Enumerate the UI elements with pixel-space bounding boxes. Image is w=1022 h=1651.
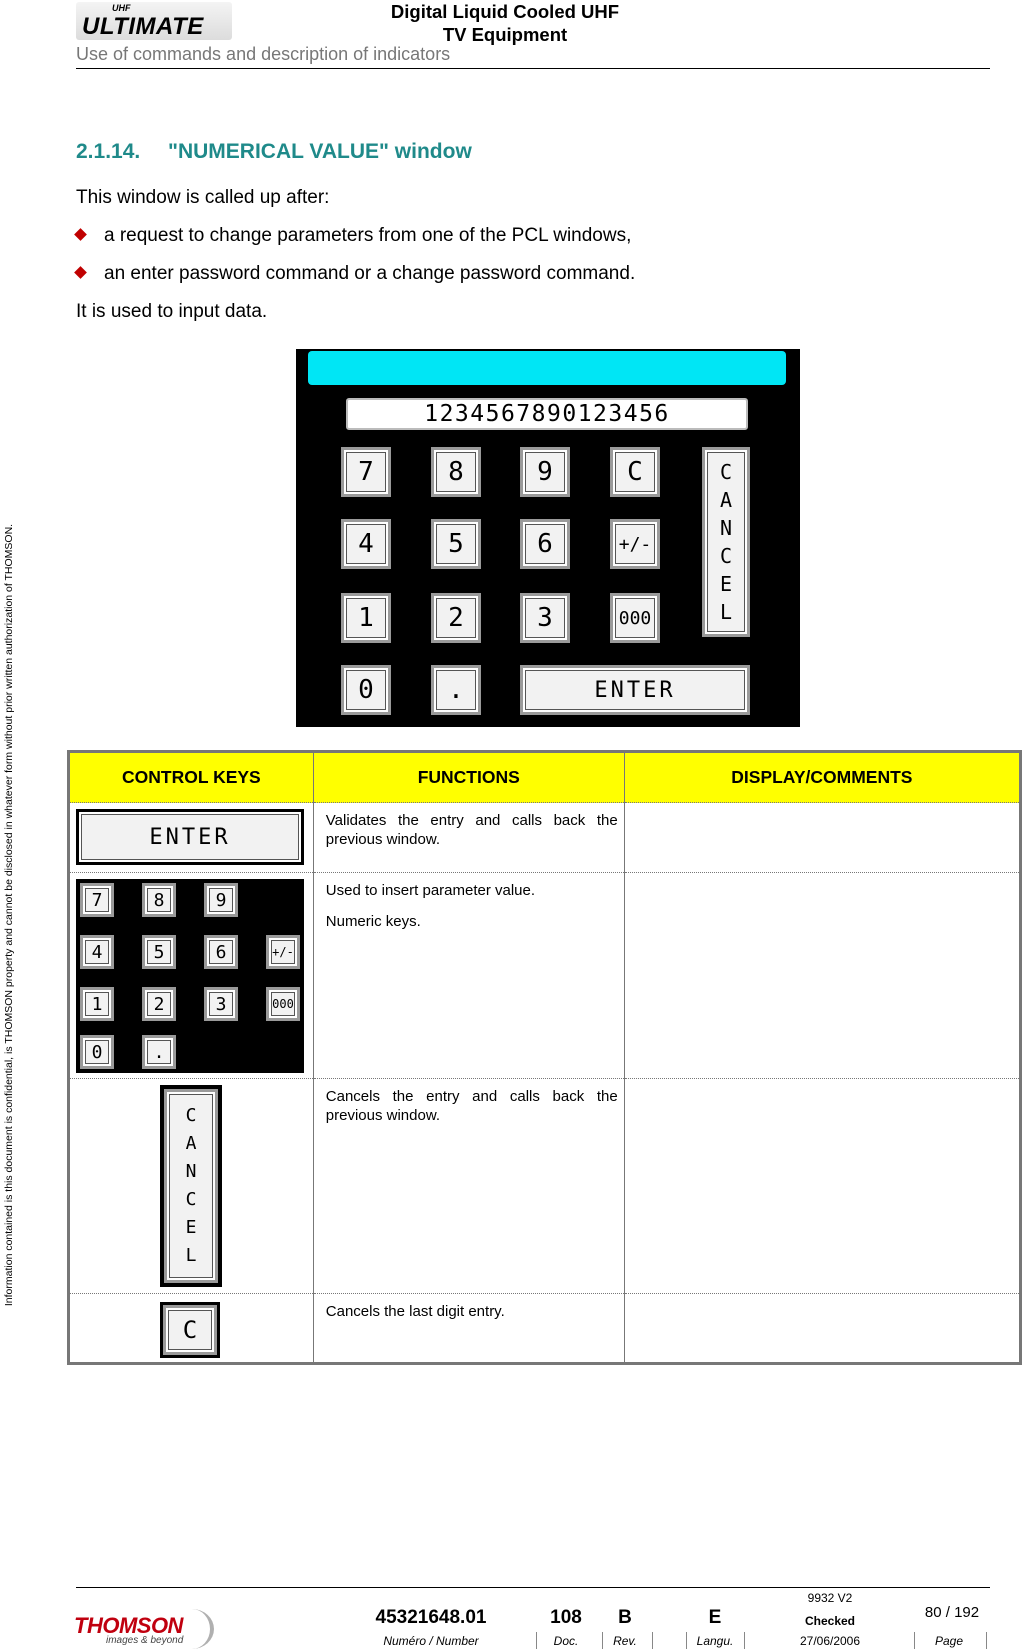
key-4[interactable]: 4 [341, 519, 391, 569]
header-control-keys: CONTROL KEYS [69, 752, 314, 803]
numeric-keys-cell [69, 873, 314, 1079]
footer-separator [652, 1632, 653, 1649]
mini-key-sign: +/- [266, 935, 300, 969]
key-8[interactable]: 8 [431, 447, 481, 497]
checked-label: Checked [804, 1614, 856, 1628]
confidentiality-note: Information contained is this document is confidential, is THOMSON property and cannot be disclosed in whatever form without prior written authorization of THOMSON. [3, 523, 15, 1307]
comment-cell [624, 1294, 1020, 1364]
document-title: Digital Liquid Cooled UHF TV Equipment [390, 1, 620, 45]
comment-cell [624, 873, 1020, 1079]
revision-date: 27/06/2006 [799, 1634, 861, 1648]
numerical-value-window-figure [296, 349, 800, 727]
doc-code: 108 [550, 1607, 582, 1628]
table-row [69, 803, 1021, 873]
comment-cell [624, 803, 1020, 873]
function-cell: Validates the entry and calls back the previous window. [313, 803, 624, 873]
control-keys-table [67, 750, 1022, 1365]
document-number: 45321648.01 [375, 1607, 487, 1628]
enter-key-cell [69, 803, 314, 873]
mini-key-triple-zero: 000 [266, 987, 300, 1021]
mini-key-4: 4 [80, 935, 114, 969]
mini-key-3: 3 [204, 987, 238, 1021]
version-code: 9932 V2 [807, 1591, 853, 1605]
clear-key-cell [69, 1294, 314, 1364]
footer-separator [686, 1632, 687, 1649]
chapter-subtitle: Use of commands and description of indicators [76, 44, 451, 64]
footer-separator [986, 1632, 987, 1649]
numeric-keypad-image [76, 879, 304, 1073]
language: E [708, 1607, 722, 1628]
key-clear[interactable]: C [610, 447, 660, 497]
header-functions: FUNCTIONS [313, 752, 624, 803]
cancel-key-cell [69, 1079, 314, 1294]
key-cancel[interactable]: C A N C E L [702, 447, 750, 637]
header-display-comments: DISPLAY/COMMENTS [624, 752, 1020, 803]
key-enter[interactable]: ENTER [520, 665, 750, 715]
clear-key-image [160, 1302, 220, 1358]
doc-label: Doc. [553, 1634, 579, 1648]
mini-key-0: 0 [80, 1035, 114, 1069]
mini-key-1: 1 [80, 987, 114, 1021]
diamond-bullet-icon [74, 266, 87, 279]
key-3[interactable]: 3 [520, 593, 570, 643]
key-sign[interactable]: +/- [610, 519, 660, 569]
enter-key-image: ENTER [76, 809, 304, 865]
function-cell: Used to insert parameter value. Numeric keys. [313, 873, 624, 1079]
key-7[interactable]: 7 [341, 447, 391, 497]
key-9[interactable]: 9 [520, 447, 570, 497]
key-6[interactable]: 6 [520, 519, 570, 569]
page-number: 80 / 192 [924, 1604, 980, 1621]
revision-label: Rev. [613, 1634, 637, 1648]
mini-key-2: 2 [142, 987, 176, 1021]
window-title-bar [308, 351, 786, 385]
key-0[interactable]: 0 [341, 665, 391, 715]
footer-rule [76, 1587, 990, 1588]
mini-key-6: 6 [204, 935, 238, 969]
table-header-row [69, 752, 1021, 803]
mini-key-7: 7 [80, 883, 114, 917]
key-triple-zero[interactable]: 000 [610, 593, 660, 643]
function-cell: Cancels the last digit entry. [313, 1294, 624, 1364]
mini-key-dot: . [142, 1035, 176, 1069]
footer-separator [744, 1632, 745, 1649]
mini-key-9: 9 [204, 883, 238, 917]
table-row [69, 1079, 1021, 1294]
mini-key-cancel: C A N C E L [164, 1089, 218, 1283]
header-rule [76, 68, 990, 69]
cancel-key-image [160, 1085, 222, 1287]
mini-key-clear: C [163, 1305, 217, 1355]
document-number-label: Numéro / Number [383, 1634, 479, 1648]
table-row [69, 1294, 1021, 1364]
language-label: Langu. [696, 1634, 734, 1648]
outro-text: It is used to input data. [76, 301, 268, 322]
table-row [69, 873, 1021, 1079]
intro-text: This window is called up after: [76, 187, 330, 208]
ultimate-logo: UHF ULTIMATE [76, 2, 232, 40]
thomson-logo: THOMSON images & beyond [74, 1613, 194, 1651]
key-1[interactable]: 1 [341, 593, 391, 643]
comment-cell [624, 1079, 1020, 1294]
key-5[interactable]: 5 [431, 519, 481, 569]
key-dot[interactable]: . [431, 665, 481, 715]
mini-key-5: 5 [142, 935, 176, 969]
mini-key-8: 8 [142, 883, 176, 917]
function-cell: Cancels the entry and calls back the previous window. [313, 1079, 624, 1294]
revision: B [618, 1607, 632, 1628]
key-2[interactable]: 2 [431, 593, 481, 643]
value-display: 1234567890123456 [346, 398, 748, 430]
page-label: Page [934, 1634, 964, 1648]
section-heading: 2.1.14. "NUMERICAL VALUE" window [76, 140, 472, 163]
diamond-bullet-icon [74, 228, 87, 241]
